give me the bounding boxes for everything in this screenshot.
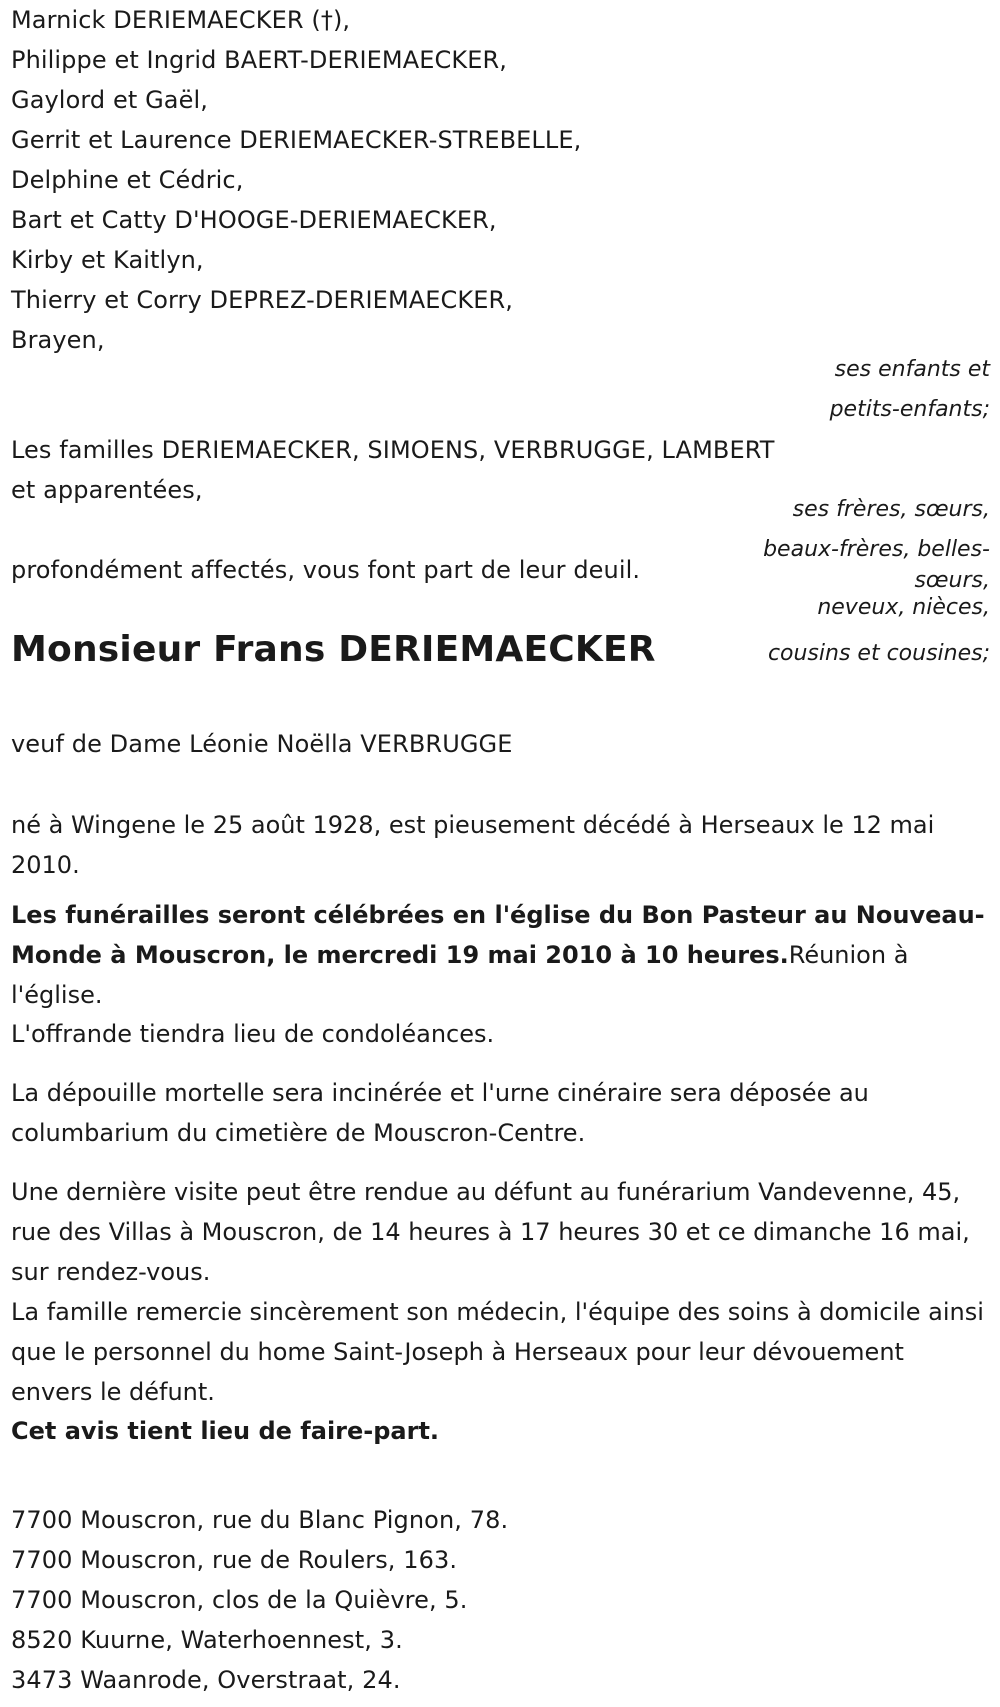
address-line: 7700 Mouscron, rue du Blanc Pignon, 78. <box>11 1506 509 1534</box>
address-line: 8520 Kuurne, Waterhoennest, 3. <box>11 1626 403 1654</box>
families-line: et apparentées, <box>11 476 203 504</box>
funeral-details: Les funérailles seront célébrées en l'église du Bon Pasteur au Nouveau-Monde à Mouscron, le mercredi 19 mai 2010 à 10 heures. <box>11 901 985 969</box>
family-line: Gerrit et Laurence DERIEMAECKER-STREBELLE, <box>11 126 582 154</box>
family-line: Gaylord et Gaël, <box>11 86 208 114</box>
cremation-text: La dépouille mortelle sera incinérée et l'urne cinéraire sera déposée au columbarium du cimetière de Mouscron-Centre. <box>11 1079 869 1147</box>
family-line: Philippe et Ingrid BAERT-DERIEMAECKER, <box>11 46 507 74</box>
family-line: Brayen, <box>11 326 105 354</box>
notice-text: Cet avis tient lieu de faire-part. <box>11 1417 440 1445</box>
deceased-name: Monsieur Frans DERIEMAECKER <box>11 629 656 670</box>
widower-line: veuf de Dame Léonie Noëlla VERBRUGGE <box>11 730 513 758</box>
siblings-role: cousins et cousines; <box>767 641 990 666</box>
siblings-role: ses frères, sœurs, <box>792 497 990 522</box>
address-line: 7700 Mouscron, rue de Roulers, 163. <box>11 1546 458 1574</box>
announce-line: profondément affectés, vous font part de leur deuil. <box>11 556 641 584</box>
visit-text: Une dernière visite peut être rendue au défunt au funérarium Vandevenne, 45, rue des Villas à Mouscron, de 14 heures à 17 heures 30 et ce dimanche 16 mai, sur rendez-vous. <box>11 1178 970 1286</box>
family-line: Delphine et Cédric, <box>11 166 244 194</box>
siblings-role: beaux-frères, belles- <box>763 537 990 562</box>
family-line: Thierry et Corry DEPREZ-DERIEMAECKER, <box>11 286 513 314</box>
family-line: Kirby et Kaitlyn, <box>11 246 204 274</box>
family-line: Marnick DERIEMAECKER (†), <box>11 6 351 34</box>
children-role: petits-enfants; <box>829 397 990 422</box>
address-line: 7700 Mouscron, clos de la Quièvre, 5. <box>11 1586 468 1614</box>
families-line: Les familles DERIEMAECKER, SIMOENS, VERBRUGGE, LAMBERT <box>11 436 775 464</box>
siblings-role: sœurs, <box>914 568 990 593</box>
siblings-role: neveux, nièces, <box>817 595 990 620</box>
thanks-text: La famille remercie sincèrement son médecin, l'équipe des soins à domicile ainsi que le personnel du home Saint-Joseph à Herseaux pour leur dévouement envers le défunt. <box>11 1298 984 1406</box>
offering-text: L'offrande tiendra lieu de condoléances. <box>11 1020 495 1048</box>
children-role: ses enfants et <box>834 357 990 382</box>
meeting-text: Réunion à l'église. <box>11 941 909 1009</box>
funeral-paragraph <box>11 895 991 1015</box>
family-line: Bart et Catty D'HOOGE-DERIEMAECKER, <box>11 206 497 234</box>
birth-death-text: né à Wingene le 25 août 1928, est pieusement décédé à Herseaux le 12 mai 2010. <box>11 811 935 879</box>
address-line: 3473 Waanrode, Overstraat, 24. <box>11 1666 401 1694</box>
